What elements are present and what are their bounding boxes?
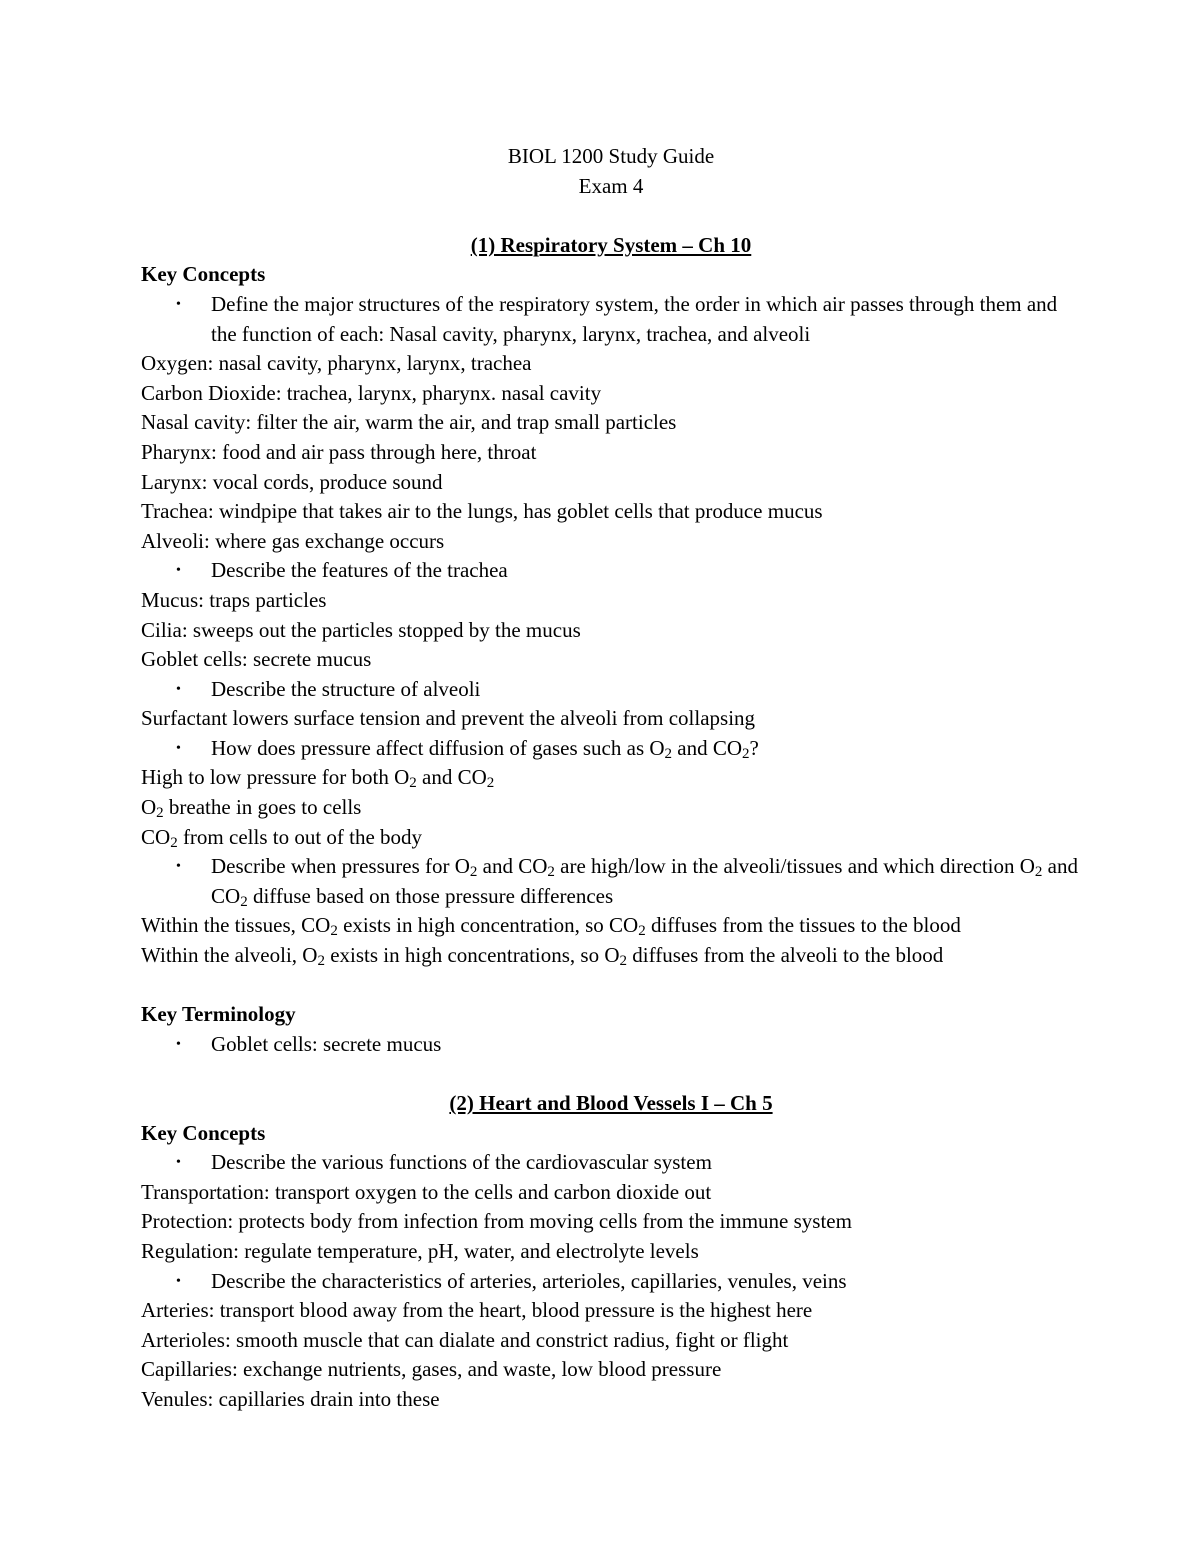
- bullet-text: Describe the features of the trachea: [211, 558, 508, 583]
- bullet-item: [141, 852, 1081, 911]
- bullet-icon: •: [176, 740, 181, 756]
- text-line: Pharynx: food and air pass through here, throat: [141, 439, 537, 464]
- document-title: BIOL 1200 Study Guide: [507, 144, 715, 168]
- text-line: Nasal cavity: filter the air, warm the air, and trap small particles: [141, 410, 677, 435]
- section-heading-respiratory: (1) Respiratory System – Ch 10: [470, 232, 752, 257]
- text-line: $CO_2$ from cells to out of the body: [141, 824, 423, 851]
- bullet-item: [141, 734, 1081, 764]
- bullet-text: Define the major structures of the respiratory system, the order in which air passes through them and the function of each: Nasal cavity, pharynx, larynx, trachea, and alveoli: [211, 291, 1058, 346]
- text-line: Cilia: sweeps out the particles stopped by the mucus: [141, 617, 581, 642]
- bullet-text: Describe the various functions of the cardiovascular system: [211, 1150, 712, 1175]
- text-line: $O_2$ breathe in goes to cells: [141, 795, 362, 822]
- text-line: Trachea: windpipe that takes air to the lungs, has goblet cells that produce mucus: [141, 499, 823, 524]
- text-line: Oxygen: nasal cavity, pharynx, larynx, trachea: [141, 351, 532, 376]
- bullet-text: Describe the structure of alveoli: [211, 676, 481, 701]
- bullet-icon: •: [176, 563, 181, 579]
- text-line: Alveoli: where gas exchange occurs: [141, 528, 445, 553]
- text-line: Protection: protects body from infection from moving cells from the immune system: [141, 1209, 852, 1234]
- key-terminology-label: Key Terminology: [141, 1002, 296, 1027]
- text-line: Larynx: vocal cords, produce sound: [141, 469, 443, 494]
- text-line: Mucus: traps particles: [141, 587, 327, 612]
- bullet-item: [141, 1030, 1081, 1060]
- text-line: Carbon Dioxide: trachea, larynx, pharynx. nasal cavity: [141, 380, 602, 405]
- section-heading-heart: (2) Heart and Blood Vessels I – Ch 5: [449, 1091, 773, 1115]
- text-line: Arterioles: smooth muscle that can dialate and constrict radius, fight or flight: [141, 1327, 789, 1352]
- bullet-icon: •: [176, 859, 181, 875]
- bullet-icon: •: [176, 1155, 181, 1171]
- text-line: Surfactant lowers surface tension and prevent the alveoli from collapsing: [141, 706, 756, 731]
- spacer: [141, 971, 1081, 1001]
- bullet-item: [141, 1267, 1081, 1297]
- document-subtitle: Exam 4: [578, 173, 644, 198]
- text-line: Regulation: regulate temperature, pH, water, and electrolyte levels: [141, 1238, 699, 1263]
- text-line: Goblet cells: secrete mucus: [141, 647, 372, 672]
- bullet-icon: •: [176, 1273, 181, 1289]
- bullet-icon: •: [176, 681, 181, 697]
- spacer: [141, 201, 1081, 231]
- bullet-text: Goblet cells: secrete mucus: [211, 1031, 442, 1056]
- document-body: [141, 142, 1081, 1415]
- text-line: Within the tissues, $CO_2$ exists in high concentration, so $CO_2$ diffuses from the tissues to the blood: [141, 913, 961, 940]
- bullet-item: [141, 1148, 1081, 1178]
- text-line: Venules: capillaries drain into these: [141, 1386, 440, 1411]
- bullet-text: Describe when pressures for $O_2$ and $CO_2$ are high/low in the alveoli/tissues and which direction $O_2$ and $CO_2$ diffuse based on those pressure differences: [211, 854, 1078, 910]
- bullet-icon: •: [176, 296, 181, 312]
- bullet-text: Describe the characteristics of arteries, arterioles, capillaries, venules, veins: [211, 1268, 847, 1293]
- bullet-item: [141, 556, 1081, 586]
- bullet-item: [141, 675, 1081, 705]
- bullet-item: [141, 290, 1081, 349]
- text-line: Arteries: transport blood away from the heart, blood pressure is the highest here: [141, 1298, 813, 1323]
- text-line: High to low pressure for both $O_2$ and $CO_2$: [141, 765, 495, 792]
- bullet-icon: •: [176, 1036, 181, 1052]
- bullet-text: How does pressure affect diffusion of gases such as $O_2$ and $CO_2$?: [211, 735, 759, 762]
- key-concepts-label: Key Concepts: [141, 262, 266, 287]
- text-line: Within the alveoli, $O_2$ exists in high concentrations, so $O_2$ diffuses from the alveoli to the blood: [141, 943, 944, 970]
- key-concepts-label: Key Concepts: [141, 1120, 266, 1145]
- spacer: [141, 1059, 1081, 1089]
- text-line: Capillaries: exchange nutrients, gases, and waste, low blood pressure: [141, 1357, 722, 1382]
- text-line: Transportation: transport oxygen to the cells and carbon dioxide out: [141, 1179, 712, 1204]
